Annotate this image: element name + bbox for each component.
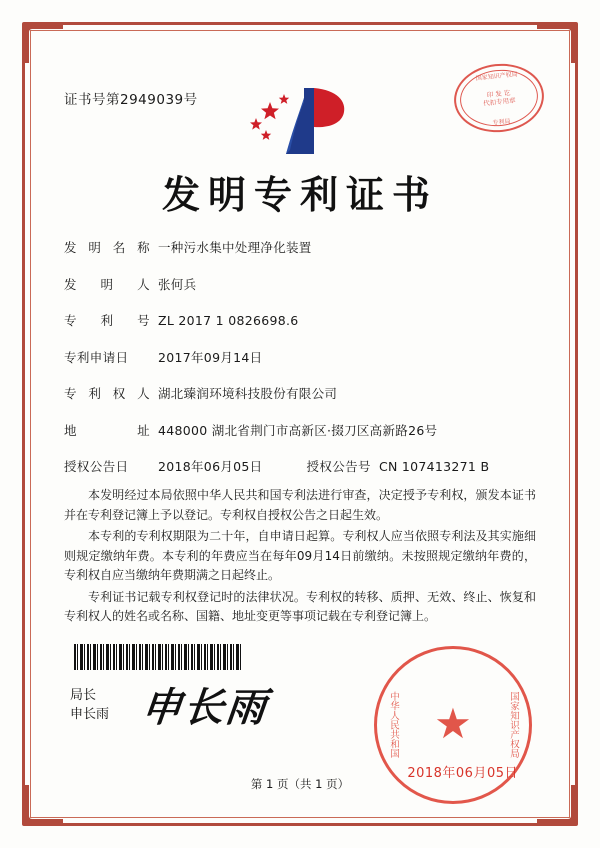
field-invention-name bbox=[64, 238, 536, 256]
field-address bbox=[64, 421, 536, 439]
director-name-label: 申长雨 bbox=[70, 707, 110, 722]
national-seal-star-icon: ★ bbox=[434, 702, 472, 748]
legal-paragraph: 专利证书记载专利权登记时的法律状况。专利权的转移、质押、无效、终止、恢复和专利权人的姓名或名称、国籍、地址变更等事项记载在专利登记簿上。 bbox=[64, 589, 536, 623]
grant-number-value: CN 107413271 B bbox=[378, 459, 490, 474]
stamp-arc-top-text: 国家知识产权局 bbox=[475, 70, 519, 83]
field-label: 地 址 bbox=[64, 422, 150, 438]
field-patent-number bbox=[64, 311, 536, 329]
legal-paragraph: 本专利的专利权期限为二十年，自申请日起算。专利权人应当依照专利法及其实施细则规定缴纳年费。本专利的年费应当在每年09月14日前缴纳。未按照规定缴纳年费的，专利权自应当缴纳年费期满之日起终止。 bbox=[64, 529, 536, 582]
stamp-center-line2: 代扣专用章 bbox=[482, 96, 516, 108]
page-footer: 第 1 页（共 1 页） bbox=[250, 777, 350, 791]
field-value: 张何兵 bbox=[158, 276, 197, 292]
national-seal-left-text: 中华人民共和国 bbox=[388, 691, 399, 759]
field-label: 专 利 权 人 bbox=[64, 386, 150, 401]
stamp-center-line1: 印 发 讫 bbox=[486, 88, 511, 100]
field-inventor bbox=[64, 275, 536, 293]
field-label: 发 明 人 bbox=[64, 276, 150, 292]
field-value: 448000 湖北省荆门市高新区·掇刀区高新路26号 bbox=[158, 422, 438, 438]
patent-emblem-icon bbox=[240, 84, 360, 158]
certificate-content bbox=[46, 46, 554, 802]
signature-block bbox=[70, 686, 109, 724]
grant-date-value: 2018年06月05日 bbox=[158, 459, 263, 474]
field-patentee bbox=[64, 384, 536, 402]
legal-paragraph: 本发明经过本局依照中华人民共和国专利法进行审查，决定授予专利权，颁发本证书并在专利登记簿上予以登记。专利权自授权公告之日起生效。 bbox=[64, 488, 536, 522]
field-value: 2017年09月14日 bbox=[158, 349, 263, 365]
field-label: 专利申请日 bbox=[64, 349, 129, 365]
grant-date-label: 授权公告日 bbox=[64, 459, 129, 474]
grant-number-label: 授权公告号 bbox=[306, 459, 371, 474]
page-title: 发明专利证书 bbox=[161, 173, 438, 217]
field-label: 发 明 名 称 bbox=[64, 240, 150, 255]
field-value: 一种污水集中处理净化装置 bbox=[158, 240, 312, 255]
certificate-number: 证书号第2949039号 bbox=[64, 92, 198, 108]
stamp-center-text bbox=[482, 88, 516, 107]
field-application-date bbox=[64, 348, 536, 366]
field-value: ZL 2017 1 0826698.6 bbox=[158, 313, 299, 328]
patent-fields bbox=[64, 238, 536, 494]
legal-text-block bbox=[64, 486, 536, 629]
issue-date: 2018年06月05日 bbox=[407, 766, 518, 781]
handwritten-signature: 申长雨 bbox=[139, 684, 271, 731]
national-seal-right-text: 国家知识产权局 bbox=[508, 691, 519, 759]
director-title-label: 局长 bbox=[70, 688, 97, 703]
issuing-office-stamp-icon bbox=[451, 59, 548, 136]
stamp-arc-bottom-text: 专利局 bbox=[492, 117, 511, 127]
field-value: 湖北臻润环境科技股份有限公司 bbox=[158, 386, 338, 401]
field-label: 专 利 号 bbox=[64, 313, 150, 328]
field-grant-announcement bbox=[64, 457, 536, 475]
barcode bbox=[74, 644, 242, 670]
